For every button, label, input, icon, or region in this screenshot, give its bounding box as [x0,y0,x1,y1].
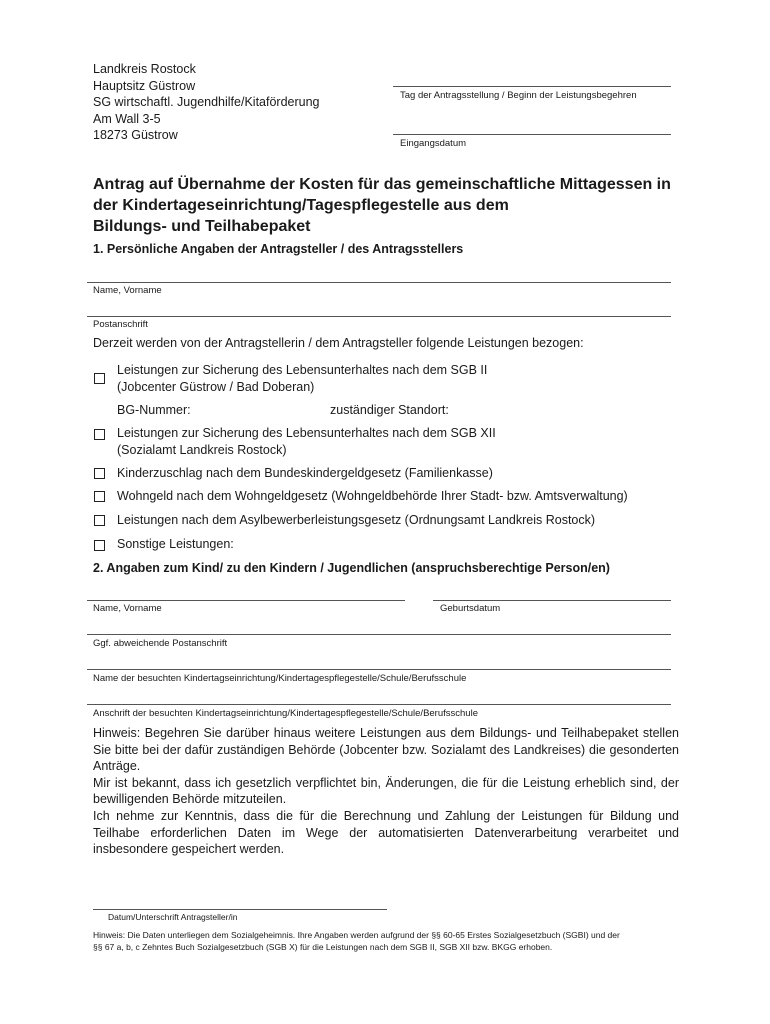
birthdate-label: Geburtsdatum [440,603,501,614]
sonstige-label: Sonstige Leistungen: [117,537,234,551]
footer-line: §§ 67 a, b, c Zehntes Buch Sozialgesetzbuch (SGB X) für die Leistungen nach dem SGB II, SGB XII bzw. BKGG erhoben. [93,942,553,952]
address-line: 18273 Güstrow [93,128,178,142]
facility-address-field[interactable] [87,704,671,705]
section1-heading: 1. Persönliche Angaben der Antragsteller / des Antragsstellers [93,242,464,256]
title-line: Antrag auf Übernahme der Kosten für das gemeinschaftliche Mittagessen in [93,176,671,193]
sonstige-checkbox[interactable] [94,540,105,551]
kinderzuschlag-checkbox[interactable] [94,468,105,479]
notice-paragraph: Hinweis: Begehren Sie darüber hinaus weitere Leistungen aus dem Bildungs- und Teilhabepaket stellen Sie bitte bei der dafür zuständigen Behörde (Jobcenter bzw. Sozialamt des Landkreises) die gesonderten Anträge. [93,726,679,774]
signature-label: Datum/Unterschrift Antragsteller/in [108,912,238,922]
received-date-label: Eingangsdatum [400,138,467,149]
applicant-name-field[interactable] [87,282,671,283]
asyl-label: Leistungen nach dem Asylbewerberleistungsgesetz (Ordnungsamt Landkreis Rostock) [117,513,596,527]
received-date-field[interactable] [393,134,671,135]
sgb2-checkbox[interactable] [94,373,105,384]
notice-paragraph: Ich nehme zur Kenntnis, dass die für die Berechnung und Zahlung der Leistungen für Bildung und Teilhabe erforderlichen Daten im Wege der automatisierten Datenverarbeitung verarbeitet und insbesondere gespeichert werden. [93,808,679,857]
page-title [93,174,671,237]
alt-address-field[interactable] [87,634,671,635]
application-date-label: Tag der Antragsstellung / Beginn der Leistungsbegehren [400,90,637,101]
facility-name-label: Name der besuchten Kindertagseinrichtung/Kindertagespflegestelle/Schule/Berufsschule [93,673,467,684]
address-line: SG wirtschaftl. Jugendhilfe/Kitaförderung [93,95,320,109]
sgb12-line: Leistungen zur Sicherung des Lebensunterhaltes nach dem SGB XII [117,426,496,440]
sender-address [93,61,320,144]
applicant-name-label: Name, Vorname [93,285,162,296]
benefits-intro: Derzeit werden von der Antragstellerin / dem Antragsteller folgende Leistungen bezogen: [93,336,584,350]
location-label: zuständiger Standort: [330,403,449,417]
asyl-checkbox[interactable] [94,515,105,526]
sgb2-line: Leistungen zur Sicherung des Lebensunterhaltes nach dem SGB II [117,363,488,377]
title-line: Bildungs- und Teilhabepaket [93,218,311,235]
birthdate-field[interactable] [433,600,671,601]
section2-heading: 2. Angaben zum Kind/ zu den Kindern / Jugendlichen (anspruchsberechtige Person/en) [93,561,610,575]
child-name-label: Name, Vorname [93,603,162,614]
signature-field[interactable] [93,909,387,910]
sgb2-label [117,362,487,396]
title-line: der Kindertageseinrichtung/Tagespflegestelle aus dem [93,197,509,214]
sgb12-checkbox[interactable] [94,429,105,440]
facility-address-label: Anschrift der besuchten Kindertagseinrichtung/Kindertagespflegestelle/Schule/Berufsschule [93,708,478,719]
address-line: Landkreis Rostock [93,62,196,76]
kinderzuschlag-label: Kinderzuschlag nach dem Bundeskindergeldgesetz (Familienkasse) [117,466,493,480]
application-date-field[interactable] [393,86,671,87]
wohngeld-label: Wohngeld nach dem Wohngeldgesetz (Wohngeldbehörde Ihrer Stadt- bzw. Amtsverwaltung) [117,489,628,503]
applicant-address-label: Postanschrift [93,319,148,330]
bg-number-label: BG-Nummer: [117,403,191,417]
privacy-footer [93,929,683,953]
wohngeld-checkbox[interactable] [94,491,105,502]
alt-address-label: Ggf. abweichende Postanschrift [93,638,228,649]
applicant-address-field[interactable] [87,316,671,317]
notice-paragraph: Mir ist bekannt, dass ich gesetzlich verpflichtet bin, Änderungen, die für die Leistung erheblich sind, der bewilligenden Behörde mitzuteilen. [93,775,679,807]
sgb12-line: (Sozialamt Landkreis Rostock) [117,443,287,457]
child-name-field[interactable] [87,600,405,601]
facility-name-field[interactable] [87,669,671,670]
address-line: Am Wall 3-5 [93,111,161,126]
sgb12-label [117,425,496,459]
sgb2-line: (Jobcenter Güstrow / Bad Doberan) [117,380,315,394]
address-line: Hauptsitz Güstrow [93,78,196,93]
footer-line: Hinweis: Die Daten unterliegen dem Sozialgeheimnis. Ihre Angaben werden aufgrund der §§ 60-65 Erstes Sozialgesetzbuch (SGBI) und der [93,930,620,940]
notice-block [93,725,679,858]
